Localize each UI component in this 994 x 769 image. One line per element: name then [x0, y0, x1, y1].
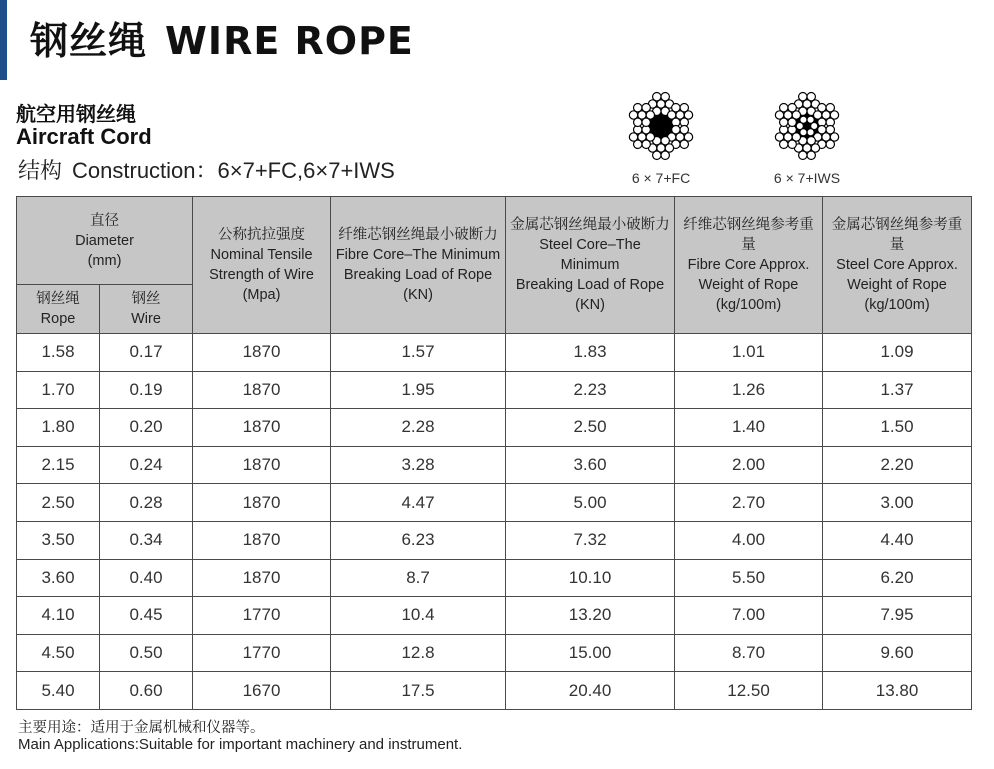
tensile-cell: 1870 — [193, 521, 331, 559]
sc-weight-cell: 6.20 — [823, 559, 972, 597]
applications-cn: 主要用途：适用于金属机械和仪器等。 — [18, 720, 265, 736]
wire-rope-cross-section-steel-core-icon — [765, 84, 849, 168]
rope-diameter-cell: 3.60 — [17, 559, 100, 597]
fc-load-cell: 10.4 — [331, 597, 506, 635]
fc-load-cell: 12.8 — [331, 634, 506, 672]
fc-load-cell: 17.5 — [331, 672, 506, 710]
construction-label-cn: 结构 — [18, 158, 63, 183]
fc-load-cell: 3.28 — [331, 446, 506, 484]
rope-diameter-cell: 1.80 — [17, 409, 100, 447]
tensile-cell: 1870 — [193, 371, 331, 409]
sc-weight-cell: 13.80 — [823, 672, 972, 710]
fc-weight-cell: 1.01 — [675, 334, 823, 372]
title-accent-bar — [0, 0, 7, 80]
fc-load-cell: 8.7 — [331, 559, 506, 597]
sc-load-cell: 7.32 — [506, 521, 675, 559]
rope-diameter-cell: 3.50 — [17, 521, 100, 559]
table-row — [17, 634, 972, 672]
fc-weight-cell: 1.40 — [675, 409, 823, 447]
tensile-cell: 1770 — [193, 634, 331, 672]
table-row — [17, 409, 972, 447]
fc-load-cell: 2.28 — [331, 409, 506, 447]
table-row — [17, 597, 972, 635]
product-name-en: Aircraft Cord — [16, 124, 152, 149]
fc-weight-cell: 1.26 — [675, 371, 823, 409]
rope-diameter-cell: 2.50 — [17, 484, 100, 522]
sc-load-cell: 5.00 — [506, 484, 675, 522]
fc-load-cell: 4.47 — [331, 484, 506, 522]
fc-weight-cell: 2.70 — [675, 484, 823, 522]
fc-load-cell: 6.23 — [331, 521, 506, 559]
table-row — [17, 446, 972, 484]
sc-weight-cell: 2.20 — [823, 446, 972, 484]
sc-load-cell: 15.00 — [506, 634, 675, 672]
rope-diameter-cell: 4.10 — [17, 597, 100, 635]
sc-load-cell: 13.20 — [506, 597, 675, 635]
spec-table-body — [17, 334, 972, 710]
wire-diameter-cell: 0.24 — [100, 446, 193, 484]
fc-weight-cell: 12.50 — [675, 672, 823, 710]
header-wire: 钢丝 Wire — [100, 285, 193, 334]
tensile-cell: 1870 — [193, 334, 331, 372]
tensile-cell: 1870 — [193, 446, 331, 484]
diagram-steel-core — [762, 84, 852, 186]
wire-diameter-cell: 0.40 — [100, 559, 193, 597]
rope-diameter-cell: 2.15 — [17, 446, 100, 484]
rope-diameter-cell: 4.50 — [17, 634, 100, 672]
page-title — [30, 10, 414, 65]
sc-load-cell: 2.23 — [506, 371, 675, 409]
sc-weight-cell: 4.40 — [823, 521, 972, 559]
table-row — [17, 334, 972, 372]
wire-diameter-cell: 0.28 — [100, 484, 193, 522]
wire-diameter-cell: 0.20 — [100, 409, 193, 447]
spec-table — [16, 196, 972, 710]
page-title-cn: 钢丝绳 — [30, 19, 148, 63]
product-name-cn: 航空用钢丝绳 — [16, 104, 136, 126]
tensile-cell: 1870 — [193, 409, 331, 447]
diagram-caption: 6 × 7+FC — [631, 170, 691, 186]
table-row — [17, 672, 972, 710]
header-fc-weight: 纤维芯钢丝绳参考重量 Fibre Core Approx. Weight of Rope (kg/100m) — [675, 197, 823, 334]
table-row — [17, 559, 972, 597]
header-rope: 钢丝绳 Rope — [17, 285, 100, 334]
tensile-cell: 1670 — [193, 672, 331, 710]
fc-weight-cell: 5.50 — [675, 559, 823, 597]
table-row — [17, 484, 972, 522]
sc-weight-cell: 1.37 — [823, 371, 972, 409]
diagram-caption: 6 × 7+IWS — [773, 170, 841, 186]
sc-weight-cell: 3.00 — [823, 484, 972, 522]
diagram-fibre-core — [616, 84, 706, 186]
sc-weight-cell: 7.95 — [823, 597, 972, 635]
sc-weight-cell: 1.50 — [823, 409, 972, 447]
rope-diameter-cell: 1.70 — [17, 371, 100, 409]
fc-weight-cell: 2.00 — [675, 446, 823, 484]
tensile-cell: 1870 — [193, 559, 331, 597]
wire-diameter-cell: 0.34 — [100, 521, 193, 559]
fc-weight-cell: 4.00 — [675, 521, 823, 559]
fc-load-cell: 1.95 — [331, 371, 506, 409]
header-fc-load: 纤维芯钢丝绳最小破断力 Fibre Core–The Minimum Breaking Load of Rope (KN) — [331, 197, 506, 334]
fc-weight-cell: 7.00 — [675, 597, 823, 635]
wire-rope-cross-section-fibre-core-icon — [619, 84, 703, 168]
sc-load-cell: 10.10 — [506, 559, 675, 597]
sc-weight-cell: 1.09 — [823, 334, 972, 372]
sc-load-cell: 3.60 — [506, 446, 675, 484]
fc-load-cell: 1.57 — [331, 334, 506, 372]
wire-diameter-cell: 0.17 — [100, 334, 193, 372]
rope-diameter-cell: 5.40 — [17, 672, 100, 710]
page-title-en: WIRE ROPE — [165, 19, 414, 63]
wire-diameter-cell: 0.45 — [100, 597, 193, 635]
sc-load-cell: 2.50 — [506, 409, 675, 447]
tensile-cell: 1770 — [193, 597, 331, 635]
header-sc-weight: 金属芯钢丝绳参考重量 Steel Core Approx. Weight of Rope (kg/100m) — [823, 197, 972, 334]
applications-en: Main Applications:Suitable for important machinery and instrument. — [18, 736, 463, 753]
construction-line — [18, 154, 395, 185]
sc-load-cell: 20.40 — [506, 672, 675, 710]
table-row — [17, 521, 972, 559]
table-row — [17, 371, 972, 409]
rope-diameter-cell: 1.58 — [17, 334, 100, 372]
header-tensile: 公称抗拉强度 Nominal Tensile Strength of Wire (Mpa) — [193, 197, 331, 334]
wire-diameter-cell: 0.50 — [100, 634, 193, 672]
sc-weight-cell: 9.60 — [823, 634, 972, 672]
construction-value: Construction：6×7+FC,6×7+IWS — [72, 158, 395, 183]
header-diameter: 直径 Diameter (mm) — [17, 197, 193, 285]
sc-load-cell: 1.83 — [506, 334, 675, 372]
header-sc-load: 金属芯钢丝绳最小破断力 Steel Core–The Minimum Breaking Load of Rope (KN) — [506, 197, 675, 334]
wire-diameter-cell: 0.19 — [100, 371, 193, 409]
wire-diameter-cell: 0.60 — [100, 672, 193, 710]
tensile-cell: 1870 — [193, 484, 331, 522]
fc-weight-cell: 8.70 — [675, 634, 823, 672]
